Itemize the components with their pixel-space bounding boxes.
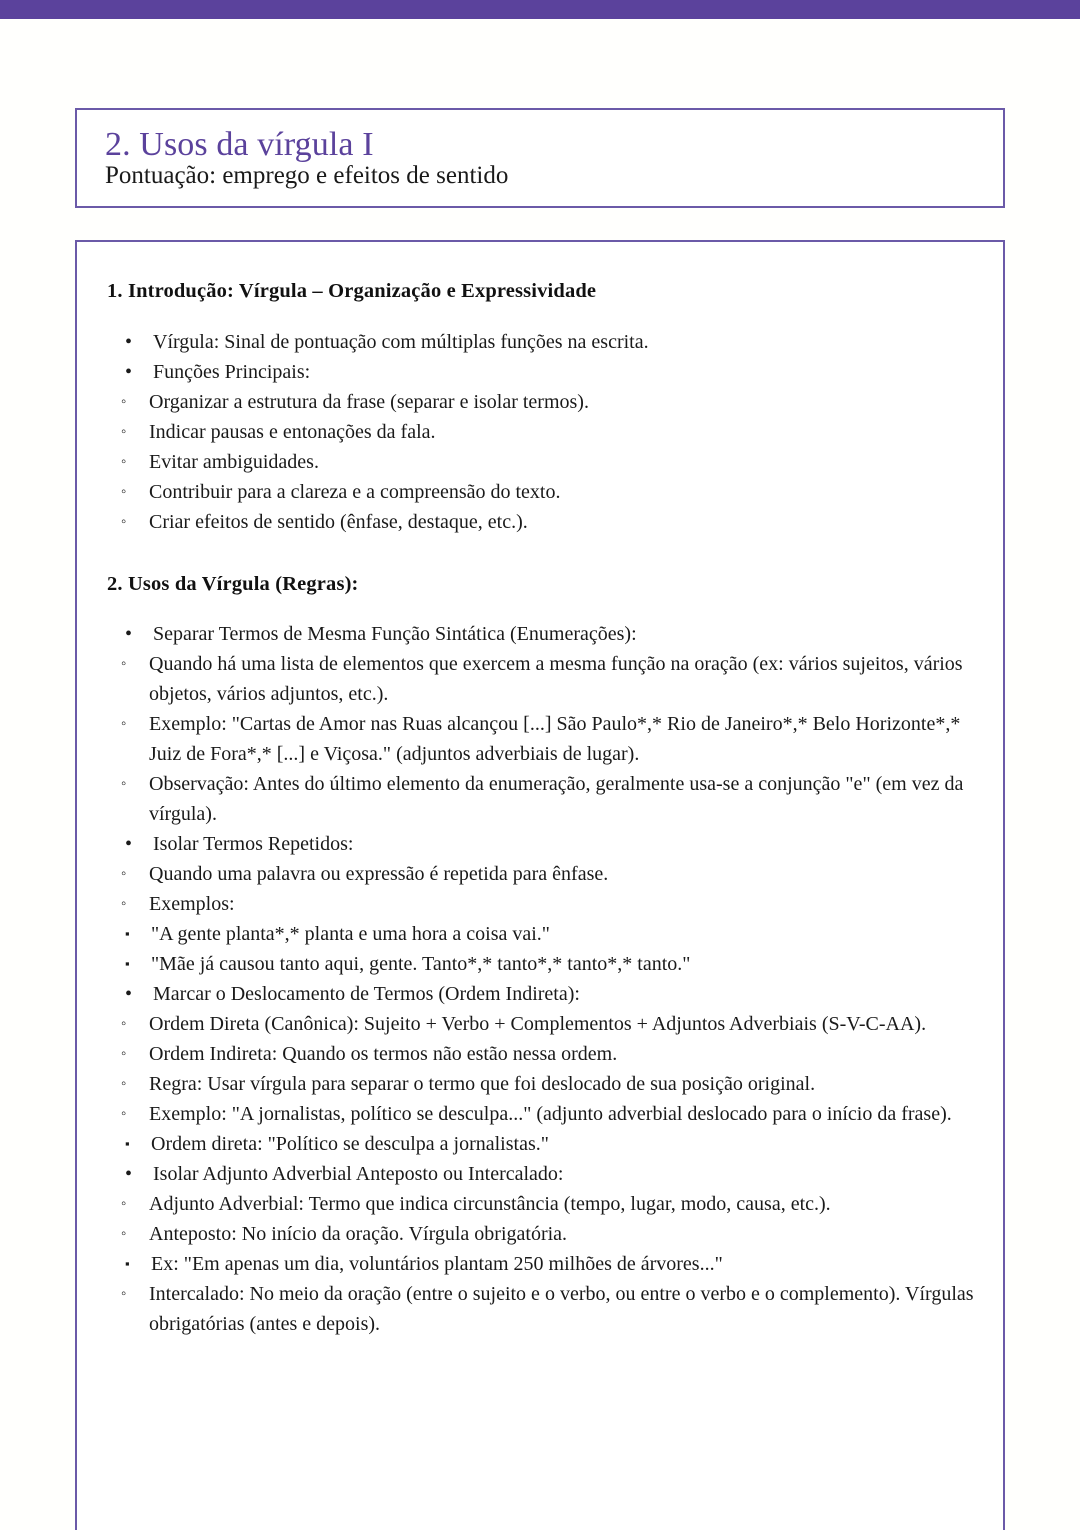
bullet-icon: ◦ — [121, 513, 127, 530]
bullet-icon: ◦ — [121, 656, 127, 673]
list-item — [107, 327, 977, 357]
list-item-text: Criar efeitos de sentido (ênfase, destaque, etc.). — [149, 510, 528, 533]
bullet-icon: ◦ — [121, 1046, 127, 1063]
bullet-icon: ◦ — [121, 483, 127, 500]
list-item — [107, 1069, 977, 1099]
bullet-icon: • — [125, 360, 133, 383]
bullet-icon: • — [125, 983, 133, 1006]
list-item — [107, 1189, 977, 1219]
list-item-text: Adjunto Adverbial: Termo que indica circunstância (tempo, lugar, modo, causa, etc.). — [149, 1193, 831, 1216]
list-item — [107, 919, 977, 949]
list-item-text: Ex: "Em apenas um dia, voluntários plantam 250 milhões de árvores..." — [151, 1253, 723, 1276]
list-item-text: Exemplo: "A jornalistas, político se desculpa..." (adjunto adverbial deslocado para o início da frase). — [149, 1103, 952, 1126]
list-item-text: Quando há uma lista de elementos que exercem a mesma função na oração (ex: vários sujeitos, vários objetos, vários adjuntos, etc.). — [149, 653, 963, 706]
list-item — [107, 769, 977, 829]
bullet-icon: ◦ — [121, 1286, 127, 1303]
list-item-text: Indicar pausas e entonações da fala. — [149, 420, 436, 443]
outline-list — [107, 327, 977, 537]
list-item — [107, 357, 977, 387]
content-body — [77, 242, 1003, 1339]
bullet-icon: ▪ — [125, 1256, 130, 1272]
list-item-text: Isolar Termos Repetidos: — [153, 833, 354, 856]
list-item — [107, 477, 977, 507]
list-item-text: "A gente planta*,* planta e uma hora a coisa vai." — [151, 923, 550, 946]
bullet-icon: ◦ — [121, 866, 127, 883]
content-box — [75, 240, 1005, 1530]
bullet-icon: ▪ — [125, 956, 130, 972]
list-item — [107, 1129, 977, 1159]
list-item — [107, 1279, 977, 1339]
list-item-text: Intercalado: No meio da oração (entre o sujeito e o verbo, ou entre o verbo e o complemento). Vírgulas obrigatórias (antes e depois). — [149, 1283, 974, 1336]
section-heading: 1. Introdução: Vírgula – Organização e Expressividade — [107, 280, 597, 302]
list-item-text: Vírgula: Sinal de pontuação com múltiplas funções na escrita. — [153, 330, 649, 353]
list-item — [107, 829, 977, 859]
bullet-icon: • — [125, 330, 133, 353]
list-item-text: Ordem Indireta: Quando os termos não estão nessa ordem. — [149, 1043, 618, 1066]
bullet-icon: ◦ — [121, 1196, 127, 1213]
bullet-icon: ◦ — [121, 776, 127, 793]
list-item — [107, 889, 977, 919]
list-item — [107, 709, 977, 769]
page-title: 2. Usos da vírgula I — [105, 126, 374, 163]
title-box-inner — [77, 110, 1003, 189]
list-item-text: Observação: Antes do último elemento da enumeração, geralmente usa-se a conjunção "e" (em vez da vírgula). — [149, 773, 964, 826]
list-item-text: Organizar a estrutura da frase (separar e isolar termos). — [149, 390, 589, 413]
list-item — [107, 949, 977, 979]
list-item-text: Ordem Direta (Canônica): Sujeito + Verbo + Complementos + Adjuntos Adverbiais (S-V-C-AA). — [149, 1013, 927, 1036]
list-item-text: Marcar o Deslocamento de Termos (Ordem Indireta): — [153, 983, 580, 1006]
list-item — [107, 649, 977, 709]
list-item-text: Exemplos: — [149, 893, 235, 916]
list-item-text: Contribuir para a clareza e a compreensão do texto. — [149, 480, 561, 503]
list-item-text: Evitar ambiguidades. — [149, 450, 319, 473]
section-heading: 2. Usos da Vírgula (Regras): — [107, 572, 359, 595]
bullet-icon: ◦ — [121, 1016, 127, 1033]
list-item — [107, 979, 977, 1009]
list-item-text: Regra: Usar vírgula para separar o termo que foi deslocado de sua posição original. — [149, 1073, 816, 1096]
list-item — [107, 447, 977, 477]
bullet-icon: ▪ — [125, 926, 130, 942]
list-item — [107, 1039, 977, 1069]
bullet-icon: ◦ — [121, 716, 127, 733]
list-item — [107, 387, 977, 417]
list-item — [107, 1009, 977, 1039]
list-item-text: Funções Principais: — [153, 360, 311, 383]
bullet-icon: ◦ — [121, 423, 127, 440]
bullet-icon: ▪ — [125, 1136, 130, 1152]
list-item-text: "Mãe já causou tanto aqui, gente. Tanto*,* tanto*,* tanto*,* tanto." — [151, 953, 691, 976]
bullet-icon: ◦ — [121, 1106, 127, 1123]
list-item — [107, 417, 977, 447]
title-box — [75, 108, 1005, 208]
list-item — [107, 1099, 977, 1129]
list-item-text: Anteposto: No início da oração. Vírgula obrigatória. — [149, 1223, 568, 1246]
list-item-text: Quando uma palavra ou expressão é repetida para ênfase. — [149, 863, 609, 886]
bullet-icon: • — [125, 833, 133, 856]
list-item — [107, 1219, 977, 1249]
top-accent-bar — [0, 0, 1080, 19]
bullet-icon: • — [125, 1163, 133, 1186]
bullet-icon: ◦ — [121, 453, 127, 470]
list-item — [107, 1159, 977, 1189]
list-item-text: Separar Termos de Mesma Função Sintática (Enumerações): — [153, 623, 637, 646]
bullet-icon: • — [125, 623, 133, 646]
bullet-icon: ◦ — [121, 1076, 127, 1093]
outline-list — [107, 619, 977, 1339]
bullet-icon: ◦ — [121, 896, 127, 913]
list-item — [107, 507, 977, 537]
page-subtitle: Pontuação: emprego e efeitos de sentido — [105, 162, 509, 189]
list-item-text: Isolar Adjunto Adverbial Anteposto ou Intercalado: — [153, 1163, 564, 1186]
list-item-text: Exemplo: "Cartas de Amor nas Ruas alcançou [...] São Paulo*,* Rio de Janeiro*,* Belo Horizonte*,* Juiz de Fora*,* [...] e Viçosa." (adjuntos adverbiais de lugar). — [149, 713, 961, 766]
list-item — [107, 859, 977, 889]
bullet-icon: ◦ — [121, 393, 127, 410]
bullet-icon: ◦ — [121, 1226, 127, 1243]
list-item — [107, 1249, 977, 1279]
list-item-text: Ordem direta: "Político se desculpa a jornalistas." — [151, 1133, 549, 1156]
list-item — [107, 619, 977, 649]
